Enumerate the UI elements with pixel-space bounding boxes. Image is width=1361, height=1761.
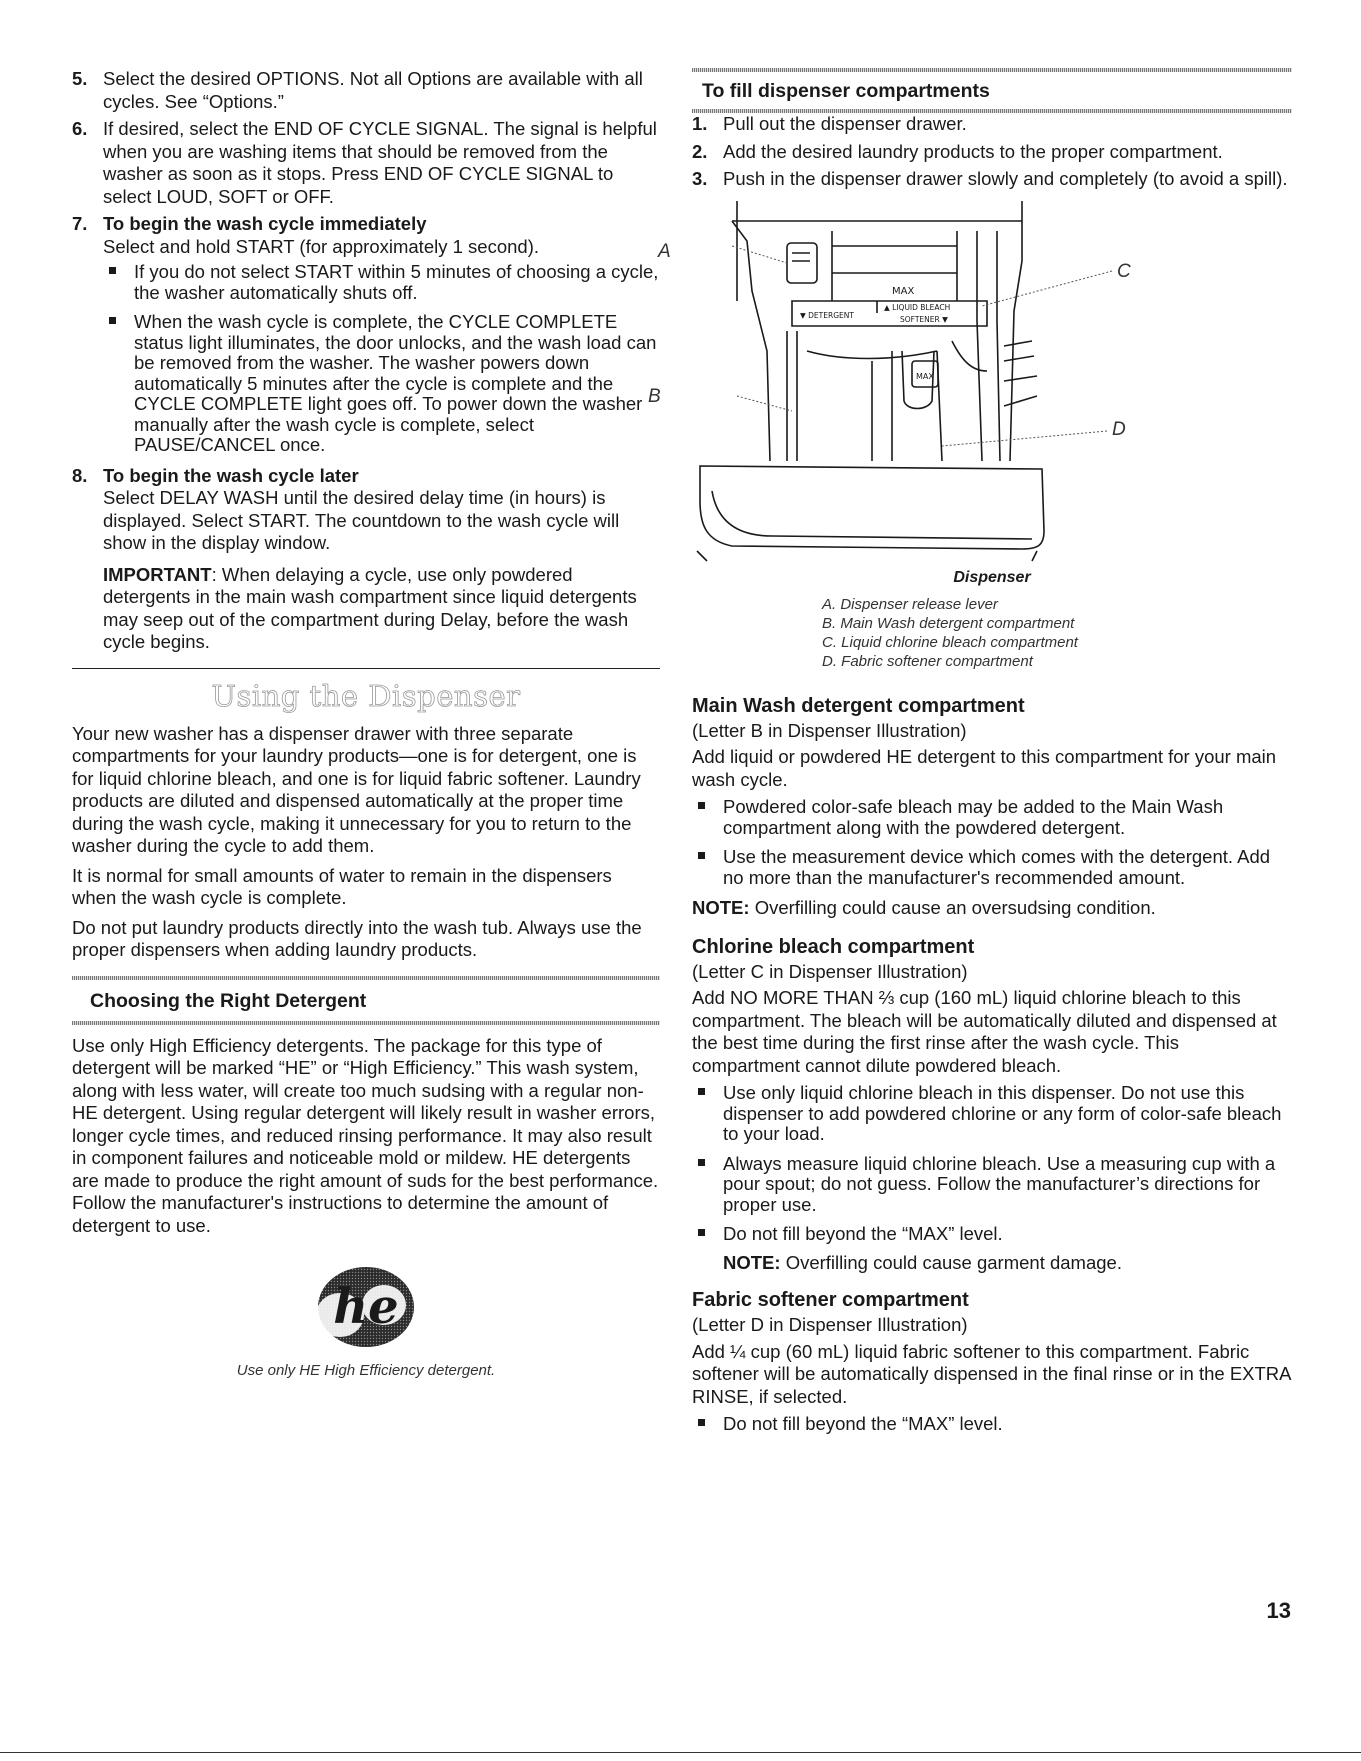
fill-steps bbox=[692, 113, 1292, 191]
choosing-detergent-text: Use only High Efficiency detergents. The package for this type of detergent will be marked “HE” or “High Efficiency.” This wash system, along with less water, will create too much sudsing with a regular non-HE detergent. Using regular detergent will likely result in washer errors, longer cycle times, and reduced rinsing performance. It may also result in component failures and noticeable mold or mildew. HE detergents are made to produce the right amount of suds for the best performance. Follow the manufacturer's instructions to determine the amount of detergent to use. bbox=[72, 1034, 659, 1236]
step-text: Pull out the dispenser drawer. bbox=[723, 113, 967, 134]
legend-item-b: B. Main Wash detergent compartment bbox=[822, 614, 1075, 632]
step-6 bbox=[72, 118, 660, 208]
step-7-bullets bbox=[103, 262, 660, 456]
important-label: IMPORTANT bbox=[103, 563, 212, 585]
softener-text: Add ¼ cup (60 mL) liquid fabric softener to this compartment. Fabric softener will be automatically dispensed in the final rinse or in the EXTRA RINSE, if selected. bbox=[692, 1340, 1291, 1407]
step-text: Select and hold START (for approximately 1 second). bbox=[103, 235, 539, 257]
legend-item-c: C. Liquid chlorine bleach compartment bbox=[822, 633, 1078, 651]
fill-step-2 bbox=[692, 141, 1292, 164]
bullet-icon bbox=[698, 1088, 705, 1095]
step-number: 8. bbox=[72, 464, 88, 486]
water-remain-paragraph: It is normal for small amounts of water to remain in the dispensers when the wash cycle is complete. bbox=[72, 864, 612, 908]
bullet-text: When the wash cycle is complete, the CYCLE COMPLETE status light illuminates, the door unlocks, and the wash load can be removed from the washer. The washer powers down automatically 5 minutes after the cycle is complete and the CYCLE COMPLETE light goes off. To power down the washer manually after the wash cycle is complete, select PAUSE/CANCEL once. bbox=[134, 311, 657, 455]
step-text: Select DELAY WASH until the desired delay time (in hours) is displayed. Select START. The countdown to the wash cycle will show in the display window. bbox=[103, 487, 620, 553]
step-text: Select the desired OPTIONS. Not all Options are available with all cycles. See “Options.” bbox=[103, 68, 643, 112]
softener-letter: (Letter D in Dispenser Illustration) bbox=[692, 1314, 968, 1335]
note-label: NOTE: bbox=[692, 897, 750, 918]
bullet-text: Do not fill beyond the “MAX” level. bbox=[723, 1413, 1003, 1434]
legend-item-d: D. Fabric softener compartment bbox=[822, 652, 1033, 670]
page-number: 13 bbox=[1266, 1598, 1291, 1623]
step-text: Add the desired laundry products to the proper compartment. bbox=[723, 140, 1223, 162]
he-logo-text: he bbox=[333, 1279, 399, 1335]
step-text: Push in the dispenser drawer slowly and completely (to avoid a spill). bbox=[723, 168, 1288, 189]
softener-heading: Fabric softener compartment bbox=[692, 1289, 969, 1311]
bullet-icon bbox=[698, 1229, 705, 1236]
dispenser-illustration bbox=[692, 201, 1292, 641]
main-wash-text: Add liquid or powdered HE detergent to this compartment for your main wash cycle. bbox=[692, 746, 1277, 790]
wash-steps bbox=[72, 68, 660, 654]
step-heading: To begin the wash cycle later bbox=[103, 464, 359, 486]
list-item bbox=[692, 1414, 1292, 1435]
main-wash-note bbox=[692, 897, 1292, 920]
section-divider bbox=[72, 668, 660, 669]
step-number: 2. bbox=[692, 140, 708, 162]
softener-bullets bbox=[692, 1414, 1292, 1435]
legend-item-a: A. Dispenser release lever bbox=[822, 595, 998, 613]
bleach-letter: (Letter C in Dispenser Illustration) bbox=[692, 960, 968, 982]
step-number: 7. bbox=[72, 213, 88, 234]
bullet-icon bbox=[698, 852, 705, 859]
right-column bbox=[648, 68, 1292, 1444]
page-bottom-rule bbox=[0, 1752, 1361, 1753]
note-label: NOTE: bbox=[723, 1251, 781, 1273]
bullet-text: Use only liquid chlorine bleach in this dispenser. Do not use this dispenser to add powdered chlorine or any form of color-safe bleach to your load. bbox=[723, 1082, 1282, 1144]
bullet-icon bbox=[698, 1159, 705, 1166]
bullet-icon bbox=[698, 1419, 705, 1426]
dispenser-diagram bbox=[648, 201, 1292, 641]
important-note bbox=[103, 564, 660, 654]
list-item bbox=[692, 1083, 1292, 1145]
max-label-top: MAX bbox=[892, 285, 915, 297]
step-5 bbox=[72, 68, 660, 113]
step-number: 3. bbox=[692, 168, 708, 189]
bullet-text: Use the measurement device which comes with the detergent. Add no more than the manufacturer's recommended amount. bbox=[723, 846, 1271, 888]
he-logo-figure bbox=[72, 1247, 660, 1397]
main-wash-letter: (Letter B in Dispenser Illustration) bbox=[692, 719, 967, 741]
list-item bbox=[692, 1224, 1292, 1273]
step-text: If desired, select the END OF CYCLE SIGNAL. The signal is helpful when you are washing items that should be removed from the washer as soon as it stops. Press END OF CYCLE SIGNAL to select LOUD, SOFT or OFF. bbox=[103, 118, 657, 207]
heading-rule-bottom bbox=[72, 1021, 660, 1025]
list-item bbox=[692, 847, 1292, 888]
main-wash-bullets bbox=[692, 797, 1292, 888]
bullet-text: Do not fill beyond the “MAX” level. bbox=[723, 1223, 1003, 1244]
he-logo-icon bbox=[72, 1247, 660, 1357]
bullet-text: Always measure liquid chlorine bleach. Use a measuring cup with a pour spout; do not guess. Follow the manufacturer’s directions for proper use. bbox=[723, 1152, 1276, 1215]
list-item bbox=[103, 312, 660, 456]
softener-label: SOFTENER ▼ bbox=[900, 314, 948, 324]
left-column bbox=[72, 68, 660, 1397]
list-item bbox=[103, 262, 660, 303]
note-text: Overfilling could cause garment damage. bbox=[780, 1251, 1122, 1273]
main-wash-heading: Main Wash detergent compartment bbox=[692, 694, 1025, 717]
bleach-text: Add NO MORE THAN ⅔ cup (160 mL) liquid chlorine bleach to this compartment. The bleach will be automatically diluted and dispensed at the best time during the first rinse after the wash cycle. This compartment cannot dilute powdered bleach. bbox=[692, 987, 1277, 1076]
bullet-text: Powdered color-safe bleach may be added to the Main Wash compartment along with the powdered detergent. bbox=[723, 796, 1224, 838]
list-item bbox=[692, 797, 1292, 838]
step-number: 5. bbox=[72, 68, 88, 89]
step-number: 6. bbox=[72, 118, 88, 139]
important-text: : When delaying a cycle, use only powdered detergents in the main wash compartment since liquid detergents may seep out of the compartment during Delay, before the wash cycle begins. bbox=[103, 563, 637, 652]
label-c: C bbox=[1117, 260, 1131, 282]
max-label-small: MAX bbox=[916, 371, 934, 381]
dispenser-intro-paragraph: Your new washer has a dispenser drawer with three separate compartments for your laundry products—one is for detergent, one is for liquid chlorine bleach, and one is for liquid fabric softener. Laundry products are diluted and dispensed automatically at the proper time during the wash cycle, making it unnecessary for you to return to the washer during the cycle to add them. bbox=[72, 722, 641, 856]
liquid-bleach-label: ▲ LIQUID BLEACH bbox=[884, 302, 951, 312]
label-b: B bbox=[648, 385, 661, 407]
step-8 bbox=[72, 465, 660, 654]
fill-step-1 bbox=[692, 113, 1292, 136]
choosing-detergent-heading: Choosing the Right Detergent bbox=[90, 989, 367, 1012]
note-text: Overfilling could cause an oversudsing condition. bbox=[749, 897, 1156, 918]
he-caption: Use only HE High Efficiency detergent. bbox=[236, 1362, 496, 1379]
bullet-text: If you do not select START within 5 minutes of choosing a cycle, the washer automatically shuts off. bbox=[134, 261, 659, 303]
bleach-bullets bbox=[692, 1083, 1292, 1273]
bullet-icon bbox=[698, 802, 705, 809]
bleach-heading: Chlorine bleach compartment bbox=[692, 935, 975, 958]
fill-step-3 bbox=[692, 168, 1292, 191]
detergent-label: ▼ DETERGENT bbox=[800, 310, 854, 320]
step-number: 1. bbox=[692, 113, 708, 134]
do-not-put-paragraph: Do not put laundry products directly into the wash tub. Always use the proper dispensers when adding laundry products. bbox=[72, 916, 642, 960]
bleach-note bbox=[723, 1253, 1292, 1274]
step-7 bbox=[72, 213, 660, 456]
fill-dispenser-heading: To fill dispenser compartments bbox=[702, 80, 990, 102]
label-d: D bbox=[1112, 418, 1126, 440]
diagram-caption-title: Dispenser bbox=[953, 568, 1031, 586]
bullet-icon bbox=[109, 317, 116, 324]
section-title: Using the Dispenser bbox=[211, 678, 521, 713]
label-a: A bbox=[658, 240, 671, 262]
list-item bbox=[692, 1154, 1292, 1216]
bullet-icon bbox=[109, 267, 116, 274]
step-heading: To begin the wash cycle immediately bbox=[103, 213, 427, 234]
